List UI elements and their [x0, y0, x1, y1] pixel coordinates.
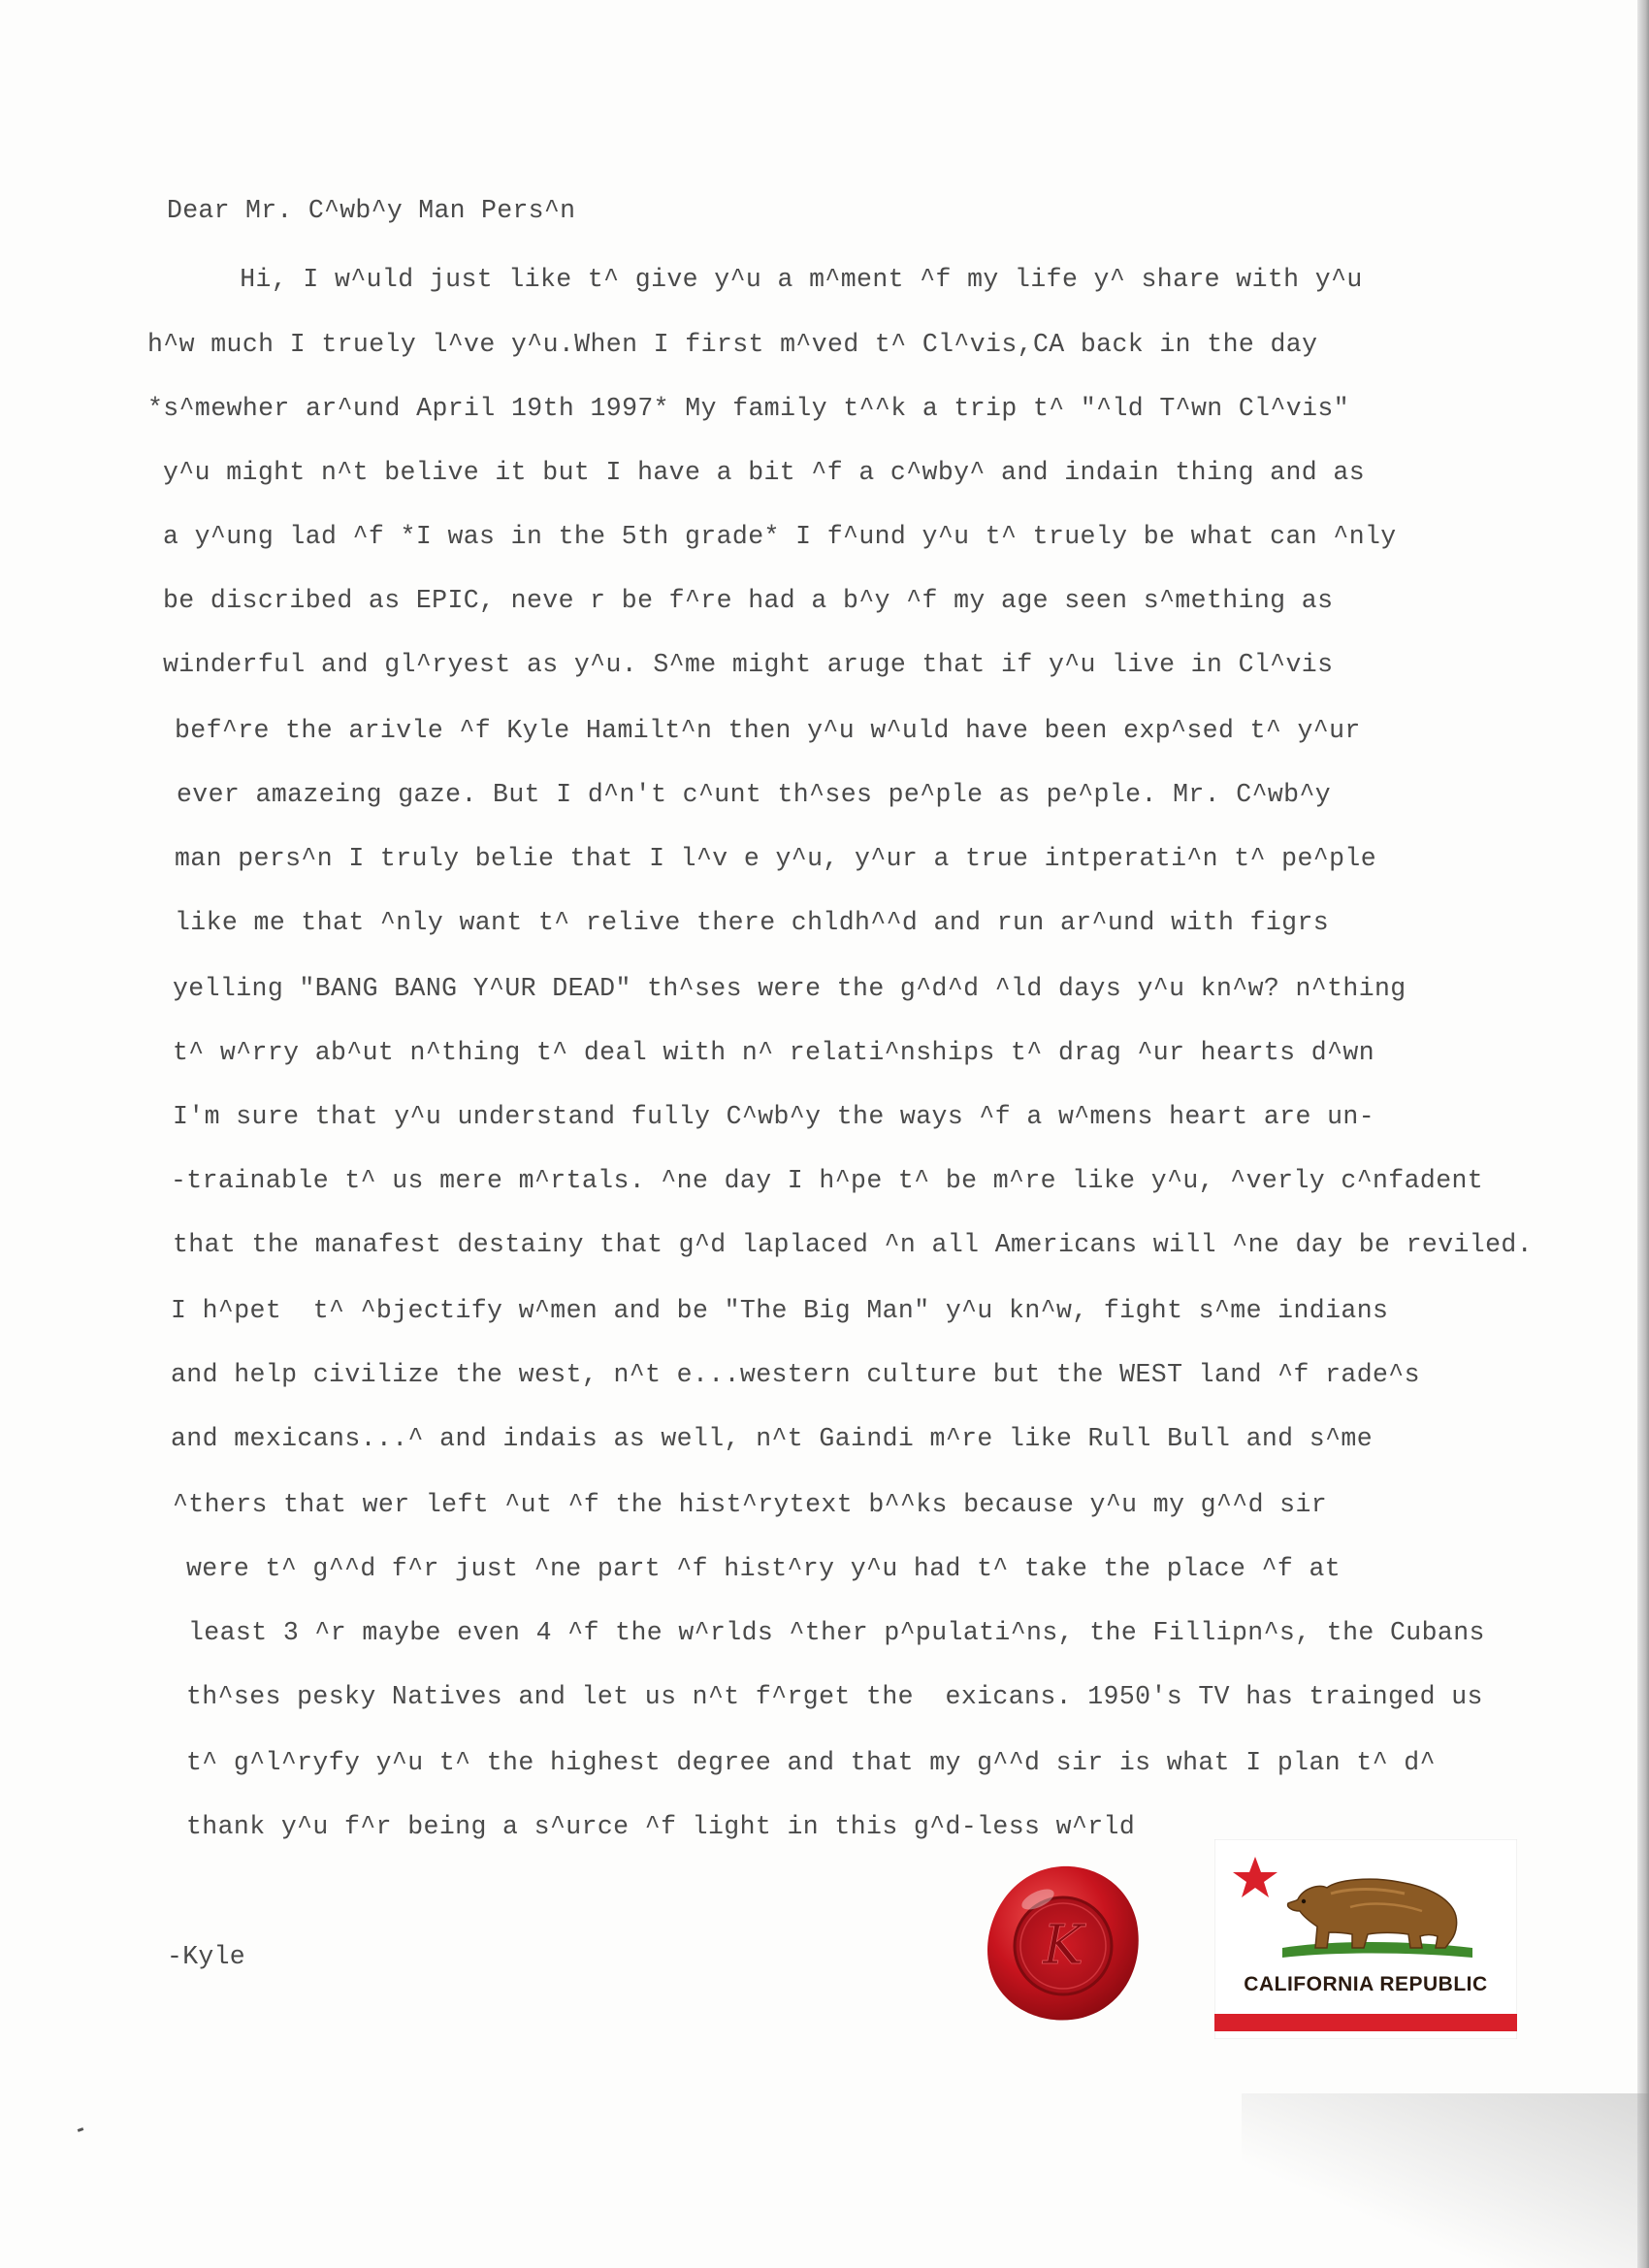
letter-line: least 3 ^r maybe even 4 ^f the w^rlds ^ther p^pulati^ns, the Fillipn^s, the Cubans	[188, 1618, 1485, 1647]
letter-line: *s^mewher ar^und April 19th 1997* My family t^^k a trip t^ "^ld T^wn Cl^vis"	[147, 394, 1349, 423]
letter-line: were t^ g^^d f^r just ^ne part ^f hist^ry y^u had t^ take the place ^f at	[186, 1554, 1342, 1583]
letter-line: be discribed as EPIC, neve r be f^re had a b^y ^f my age seen s^mething as	[163, 586, 1334, 615]
letter-line: th^ses pesky Natives and let us n^t f^rget the exicans. 1950's TV has trainged us	[186, 1682, 1483, 1711]
letter-line: h^w much I truely l^ve y^u.When I first m^ved t^ Cl^vis,CA back in the day	[147, 330, 1318, 359]
letter-line: a y^ung lad ^f *I was in the 5th grade* I f^und y^u t^ truely be what can ^nly	[163, 522, 1397, 551]
letter-line: t^ w^rry ab^ut n^thing t^ deal with n^ relati^nships t^ drag ^ur hearts d^wn	[173, 1038, 1374, 1067]
letter-line: that the manafest destainy that g^d laplaced ^n all Americans will ^ne day be reviled.	[173, 1230, 1534, 1259]
letter-line: -trainable t^ us mere m^rtals. ^ne day I h^pe t^ be m^re like y^u, ^verly c^nfadent	[171, 1166, 1484, 1195]
letter-line: yelling "BANG BANG Y^UR DEAD" th^ses were the g^d^d ^ld days y^u kn^w? n^thing	[173, 974, 1406, 1003]
letter-line: I h^pet t^ ^bjectify w^men and be "The Big Man" y^u kn^w, fight s^me indians	[171, 1296, 1389, 1325]
letter-line: I'm sure that y^u understand fully C^wb^y the ways ^f a w^mens heart are un-	[173, 1102, 1374, 1131]
letter-line: winderful and gl^ryest as y^u. S^me might aruge that if y^u live in Cl^vis	[163, 650, 1334, 679]
scan-edge-shadow	[1637, 0, 1649, 2268]
letter-line: and help civilize the west, n^t e...western culture but the WEST land ^f rade^s	[171, 1360, 1420, 1389]
flag-red-stripe	[1214, 2014, 1517, 2031]
letter-line: man pers^n I truly belie that I l^v e y^u, y^ur a true intperati^n t^ pe^ple	[175, 844, 1376, 873]
letter-line: thank y^u f^r being a s^urce ^f light in this g^d-less w^rld	[186, 1812, 1136, 1841]
letter-line: y^u might n^t belive it but I have a bit ^f a c^wby^ and indain thing and as	[163, 458, 1365, 487]
scan-corner-shadow	[1242, 2093, 1649, 2268]
letter-line: ^thers that wer left ^ut ^f the hist^rytext b^^ks because y^u my g^^d sir	[173, 1490, 1328, 1519]
wax-seal	[982, 1863, 1142, 2023]
wax-seal-letter: K	[1043, 1914, 1083, 1977]
letter-line: bef^re the arivle ^f Kyle Hamilt^n then y^u w^uld have been exp^sed t^ y^ur	[175, 716, 1361, 745]
stray-ink-mark	[78, 2127, 84, 2132]
letter-line: and mexicans...^ and indais as well, n^t Gaindi m^re like Rull Bull and s^me	[171, 1424, 1373, 1453]
letter-signature: -Kyle	[167, 1942, 246, 1971]
letter-line: ever amazeing gaze. But I d^n't c^unt th^ses pe^ple as pe^ple. Mr. C^wb^y	[177, 780, 1332, 809]
letter-line: like me that ^nly want t^ relive there chldh^^d and run ar^und with figrs	[175, 908, 1330, 937]
letter-salutation: Dear Mr. C^wb^y Man Pers^n	[167, 196, 576, 225]
letter-line: Hi, I w^uld just like t^ give y^u a m^ment ^f my life y^ share with y^u	[177, 265, 1363, 294]
letter-line: t^ g^l^ryfy y^u t^ the highest degree and that my g^^d sir is what I plan t^ d^	[186, 1748, 1436, 1777]
california-flag	[1214, 1839, 1517, 2039]
flag-text: CALIFORNIA REPUBLIC	[1244, 1973, 1488, 1995]
